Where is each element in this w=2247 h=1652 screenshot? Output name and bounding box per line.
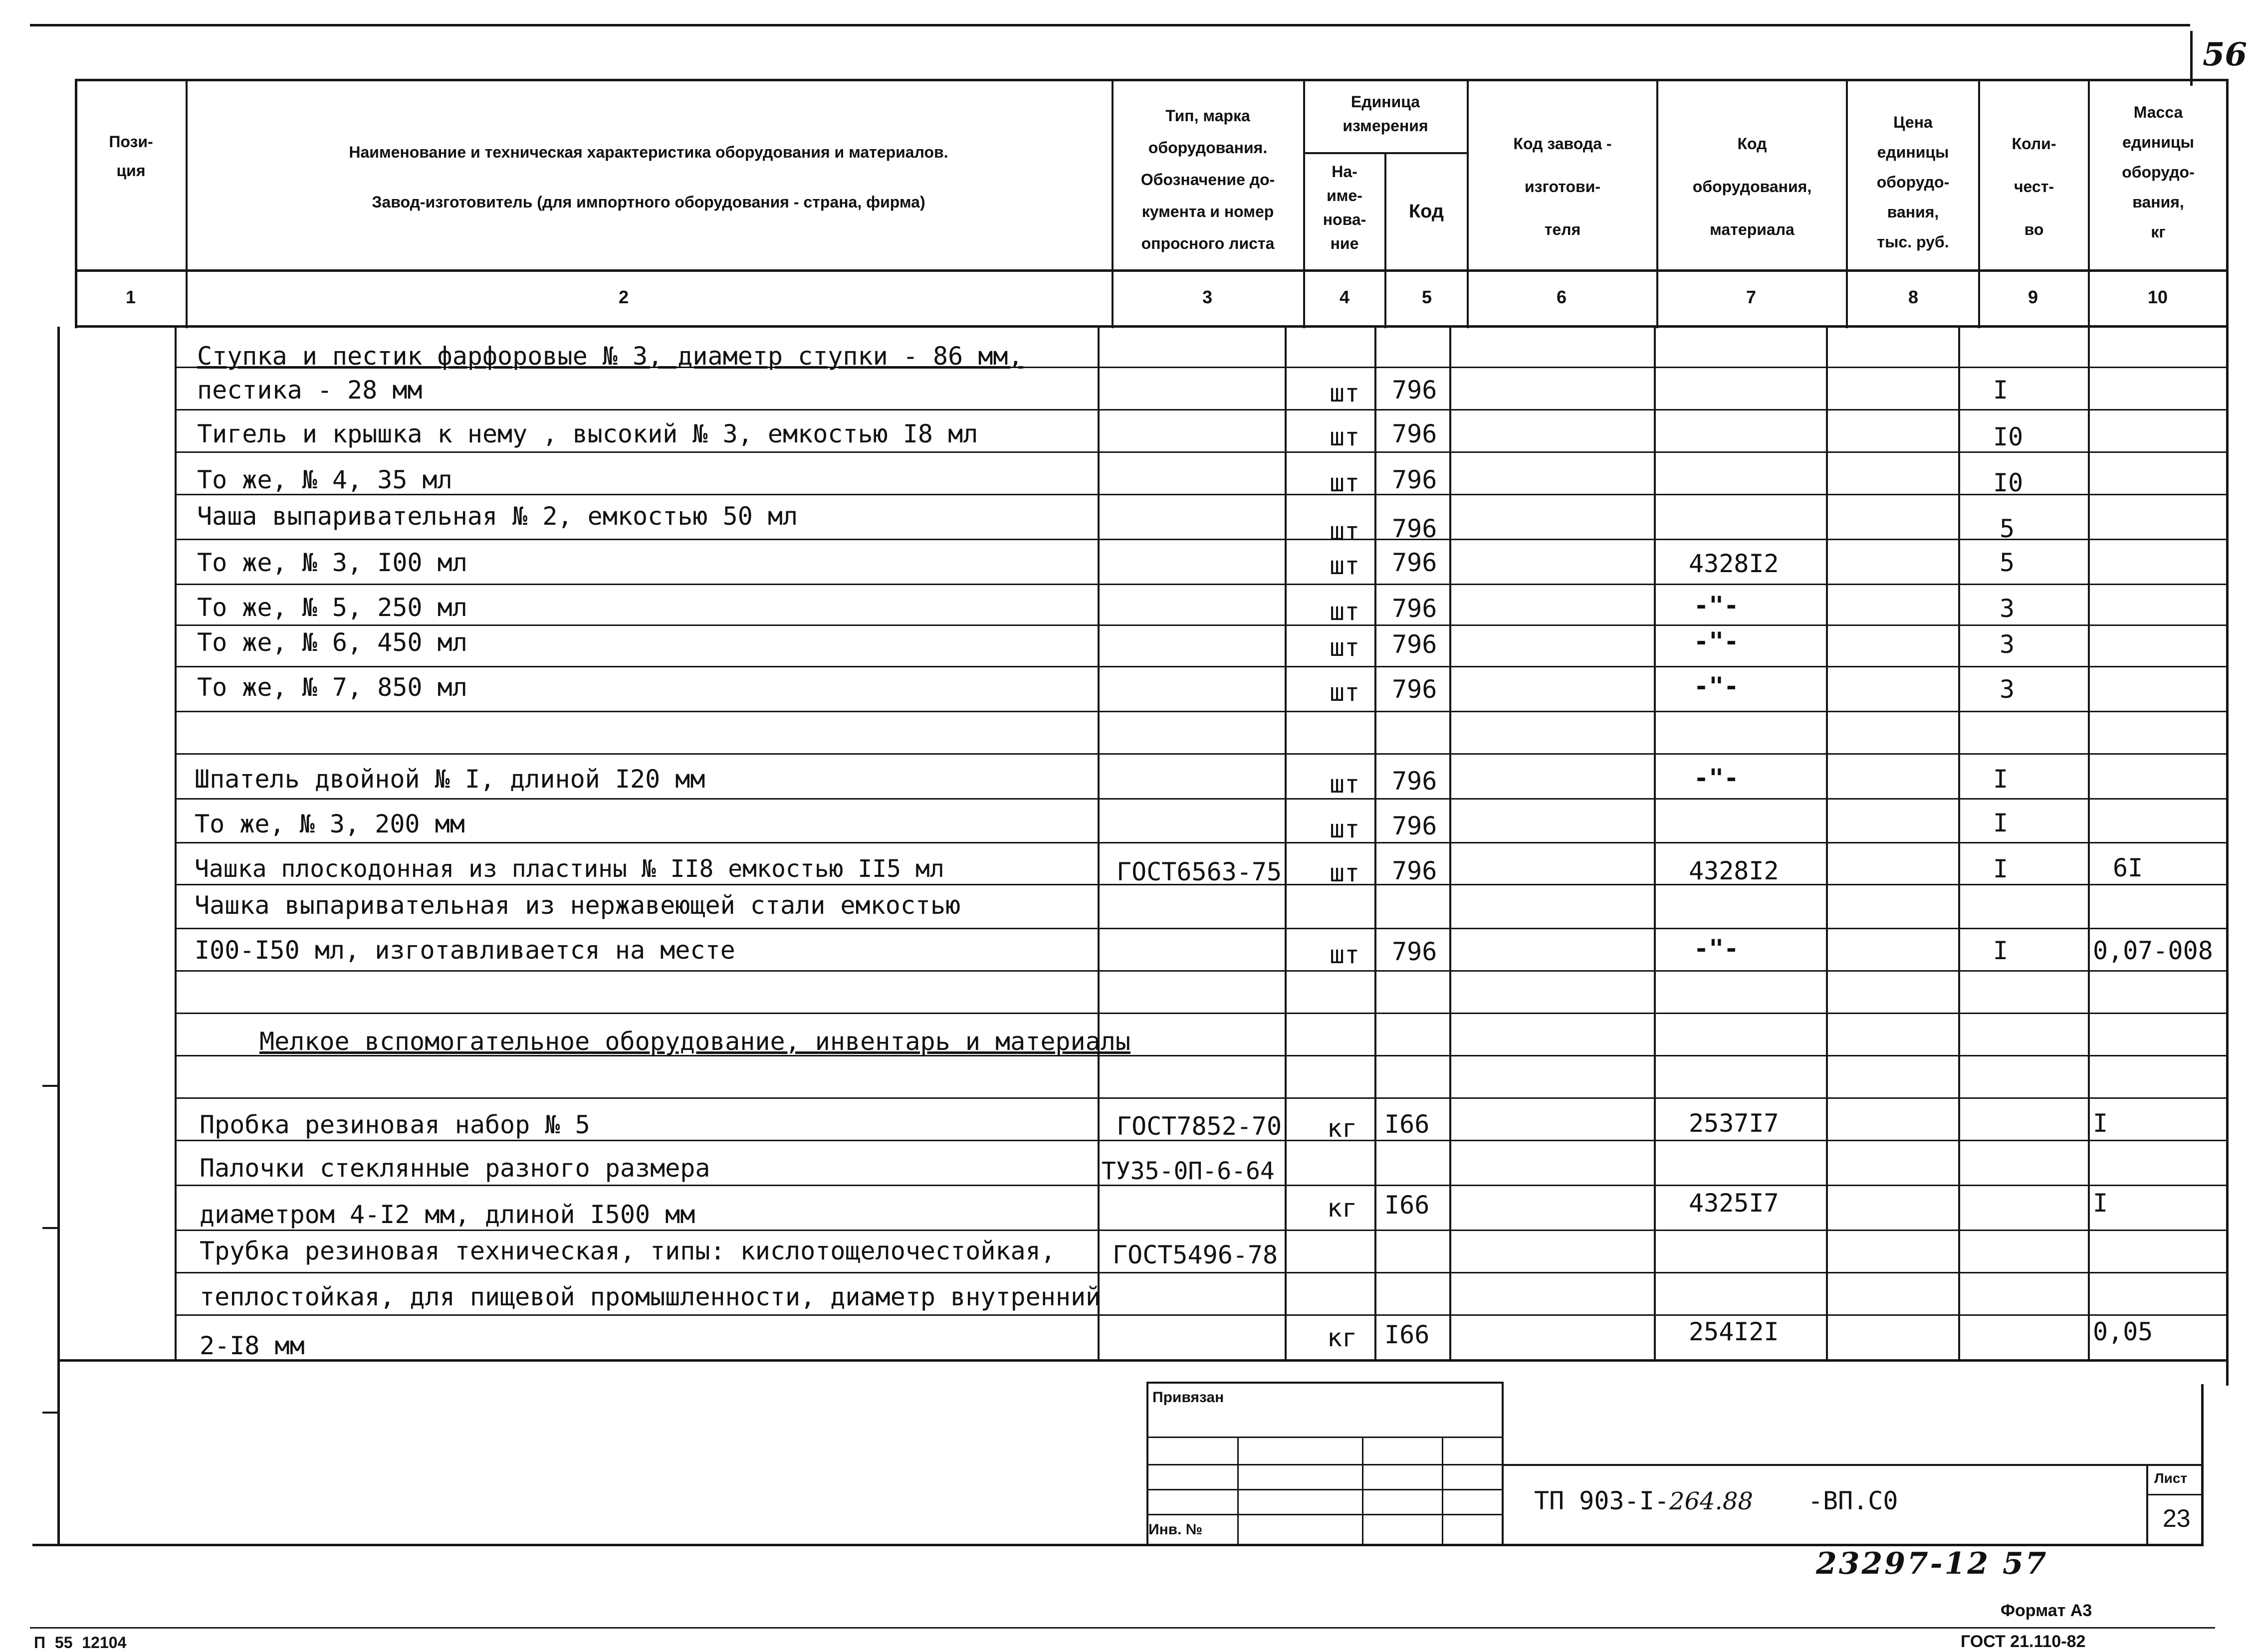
row-name: 2-I8 мм <box>200 1331 305 1360</box>
row-unit: шт <box>1330 858 1360 887</box>
format-label: Формат А3 <box>2001 1601 2092 1620</box>
row-mass: 0,05 <box>2093 1317 2153 1346</box>
row-mass: I <box>2093 1189 2108 1218</box>
row-unit-code: 796 <box>1392 675 1437 704</box>
row-unit: шт <box>1330 678 1360 707</box>
row-unit-code: 796 <box>1392 376 1437 405</box>
row-name: То же, № 3, 200 мм <box>195 810 465 838</box>
header-price: Цена единицы оборудо- вания, тыс. руб. <box>1876 113 1950 251</box>
row-doc: ГОСТ5496-78 <box>1113 1240 1278 1269</box>
row-unit: шт <box>1330 597 1360 626</box>
row-unit: шт <box>1330 940 1360 969</box>
row-name: То же, № 5, 250 мл <box>197 593 467 622</box>
footer-left-code: П 55 12104 <box>34 1634 127 1652</box>
row-unit-code: I66 <box>1384 1320 1430 1349</box>
row-unit-code: 796 <box>1392 767 1437 796</box>
header-type-mark: Тип, марка оборудования. Обозначение до- кумента и номер опросного листа <box>1140 107 1275 252</box>
row-mass: 0,07-008 <box>2093 936 2213 965</box>
row-name: Чаша выпаривательная № 2, емкостью 50 мл <box>197 502 798 531</box>
row-unit: шт <box>1330 517 1360 546</box>
row-doc: ГОСТ6563-75 <box>1117 857 1282 886</box>
row-qty: I0 <box>1993 468 2023 497</box>
row-name: I00-I50 мл, изготавливается на месте <box>195 936 735 965</box>
row-unit-code: 796 <box>1392 812 1437 840</box>
header-mass: Масса единицы оборудо- вания, кг <box>2122 103 2195 241</box>
row-unit-code: 796 <box>1392 419 1437 448</box>
header-unit-name: На- име- нова- ние <box>1323 163 1366 252</box>
document-code: ТП 903-I-264.88 -ВП.С0 <box>1534 1486 1898 1515</box>
row-mass: I <box>2093 1109 2108 1138</box>
row-qty: 5 <box>2000 548 2015 577</box>
row-mass: 6I <box>2113 853 2143 882</box>
row-qty: I <box>1993 376 2009 405</box>
row-material-code: -"- <box>1694 591 1739 620</box>
column-number: 2 <box>618 287 629 307</box>
header-material-code: Код оборудования, материала <box>1692 135 1812 238</box>
row-name: То же, № 4, 35 мл <box>197 465 452 494</box>
handwritten-number: 23297-12 57 <box>1816 1546 2048 1581</box>
column-number: 8 <box>1908 287 1919 307</box>
row-name: То же, № 6, 450 мл <box>197 628 467 657</box>
header-position: Пози- ция <box>109 133 153 180</box>
row-name: Чашка выпаривательная из нержавеющей стали емкостью <box>195 891 961 920</box>
column-number: 3 <box>1202 287 1213 307</box>
row-qty: I <box>1993 809 2009 837</box>
row-material-code: 2537I7 <box>1689 1109 1779 1138</box>
row-name: Чашка плоскодонная из пластины № II8 емкостью II5 мл <box>195 855 944 883</box>
row-doc: ГОСТ7852-70 <box>1117 1112 1282 1141</box>
header-factory-code: Код завода - изготови- теля <box>1513 135 1612 238</box>
row-qty: 3 <box>2000 675 2015 704</box>
header-unit-code: Код <box>1408 201 1444 222</box>
row-unit: шт <box>1330 551 1360 580</box>
row-material-code: 4328I2 <box>1689 549 1779 578</box>
row-name: пестика - 28 мм <box>197 376 423 405</box>
column-number: 1 <box>125 287 136 307</box>
row-material-code: -"- <box>1694 934 1739 963</box>
row-unit: шт <box>1330 770 1360 799</box>
row-unit: шт <box>1330 633 1360 662</box>
sheet-number: 23 <box>2163 1504 2191 1532</box>
gost-label: ГОСТ 21.110-82 <box>1961 1632 2086 1651</box>
row-unit: кг <box>1327 1323 1357 1352</box>
row-name: Ступка и пестик фарфоровые № 3, диаметр ступки - 86 мм, <box>197 342 1023 371</box>
row-material-code: 254I2I <box>1689 1317 1779 1346</box>
row-name: То же, № 3, I00 мл <box>197 548 467 577</box>
row-name: Шпатель двойной № I, длиной I20 мм <box>195 765 705 794</box>
row-unit-code: I66 <box>1384 1110 1430 1139</box>
row-unit: шт <box>1330 379 1360 408</box>
row-unit-code: 796 <box>1392 594 1437 623</box>
row-qty: I <box>1993 765 2009 794</box>
row-name: диаметром 4-I2 мм, длиной I500 мм <box>200 1200 695 1229</box>
row-material-code: -"- <box>1694 672 1739 701</box>
row-qty: 3 <box>2000 630 2015 659</box>
header-unit-group: Единица измерения <box>1343 93 1428 135</box>
column-number: 10 <box>2147 287 2168 307</box>
column-number: 6 <box>1556 287 1567 307</box>
row-unit-code: 796 <box>1392 856 1437 885</box>
row-qty: 3 <box>2000 594 2015 623</box>
column-number: 7 <box>1746 287 1757 307</box>
row-name: Тигель и крышка к нему , высокий № 3, емкостью I8 мл <box>197 419 978 448</box>
page-number: 56 <box>2203 36 2247 73</box>
column-number: 9 <box>2027 287 2038 307</box>
row-unit-code: 796 <box>1392 465 1437 494</box>
row-name: теплостойкая, для пищевой промышленности, диаметр внутренний <box>200 1282 1101 1311</box>
row-qty: 5 <box>2000 514 2015 543</box>
header-quantity: Коли- чест- во <box>2012 135 2056 238</box>
row-material-code: -"- <box>1694 764 1739 793</box>
row-material-code: -"- <box>1694 627 1739 656</box>
row-doc: ТУ35-0П-6-64 <box>1102 1157 1275 1185</box>
row-unit-code: 796 <box>1392 937 1437 966</box>
row-material-code: 4328I2 <box>1689 856 1779 885</box>
column-number: 5 <box>1421 287 1432 307</box>
sheet-label: Лист <box>2154 1470 2188 1486</box>
inventory-label: Инв. № <box>1148 1521 1203 1538</box>
header-name: Наименование и техническая характеристика оборудования и материалов. Завод-изготовитель (для импортного оборудования - страна, фирма) <box>349 143 948 211</box>
row-qty: I <box>1993 854 2009 883</box>
row-material-code: 4325I7 <box>1689 1189 1779 1218</box>
row-unit: шт <box>1330 468 1360 497</box>
row-unit: кг <box>1327 1114 1357 1143</box>
column-number: 4 <box>1339 287 1350 307</box>
row-unit: шт <box>1330 422 1360 451</box>
row-unit: кг <box>1327 1194 1357 1223</box>
section-title: Мелкое вспомогательное оборудование, инвентарь и материалы <box>259 1027 1130 1056</box>
row-name: Трубка резиновая техническая, типы: кислотощелочестойкая, <box>200 1237 1056 1265</box>
row-unit: шт <box>1330 815 1360 843</box>
bound-label: Привязан <box>1152 1389 1224 1406</box>
row-unit-code: 796 <box>1392 548 1437 577</box>
row-qty: I0 <box>1993 422 2023 451</box>
row-name: То же, № 7, 850 мл <box>197 673 467 702</box>
row-name: Палочки стеклянные разного размера <box>200 1154 710 1183</box>
row-unit-code: 796 <box>1392 514 1437 543</box>
row-qty: I <box>1993 936 2009 965</box>
row-unit-code: 796 <box>1392 630 1437 659</box>
row-name: Пробка резиновая набор № 5 <box>200 1110 590 1139</box>
row-unit-code: I66 <box>1384 1191 1430 1220</box>
